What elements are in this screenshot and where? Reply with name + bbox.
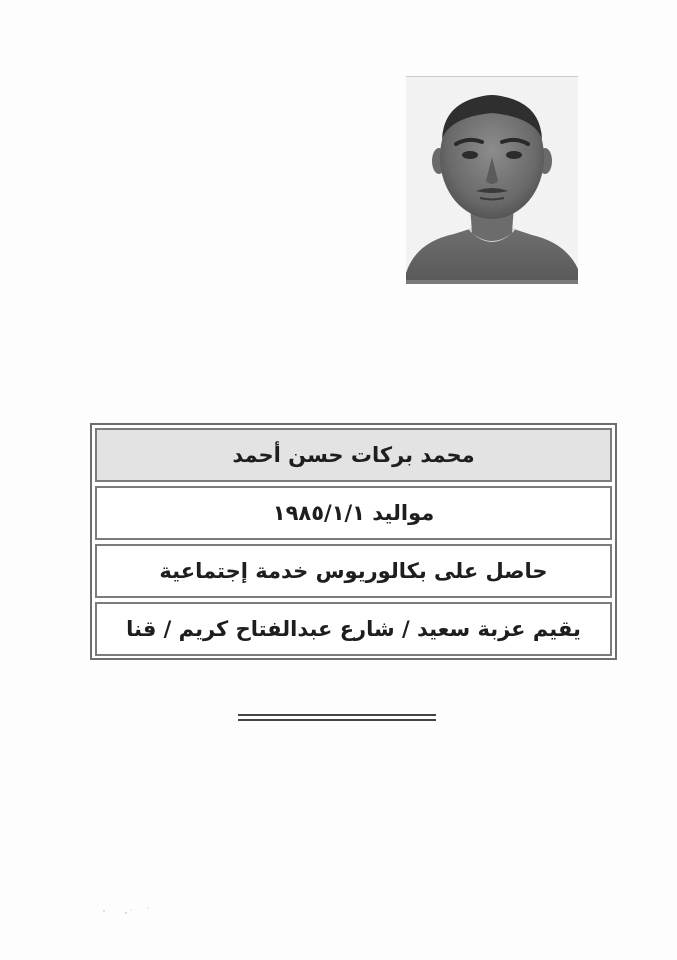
- double-divider-line: [238, 714, 436, 721]
- residence-text: يقيم عزبة سعيد / شارع عبدالفتاح كريم / قنا: [126, 617, 581, 641]
- education-text: حاصل على بكالوريوس خدمة إجتماعية: [159, 559, 548, 583]
- birth-text: مواليد ١٩٨٥/١/١: [272, 501, 435, 525]
- education-row: [95, 544, 612, 598]
- birth-row: [95, 486, 612, 540]
- info-table: [90, 423, 617, 660]
- name-text: محمد بركات حسن أحمد: [232, 443, 475, 467]
- residence-row: [95, 602, 612, 656]
- photo-bottom-border: [406, 280, 578, 284]
- portrait-image: [406, 77, 578, 284]
- name-row: [95, 428, 612, 482]
- portrait-photo: [406, 76, 578, 284]
- scan-specks: [100, 905, 160, 917]
